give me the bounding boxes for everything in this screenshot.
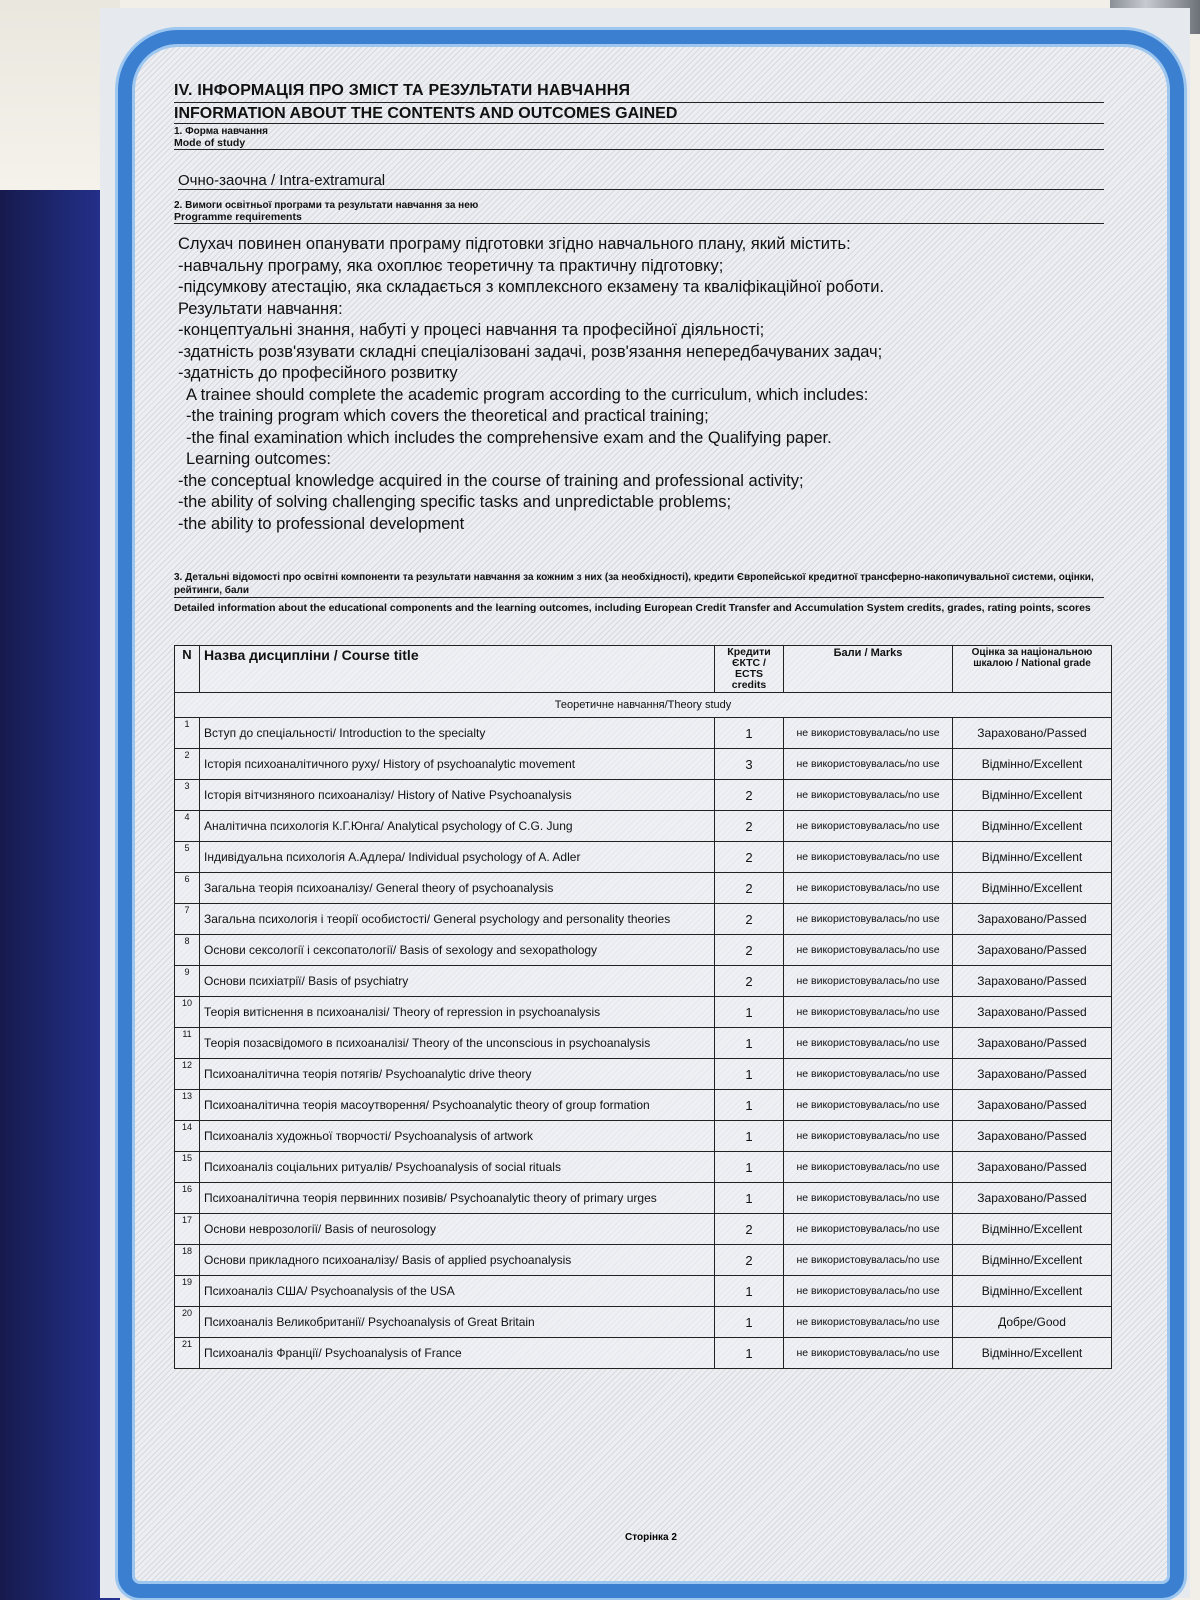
req-line: -здатність розв'язувати складні спеціалізовані задачі, розв'язання непередбачуваних задач; — [178, 342, 883, 361]
marks: не використовувалась/no use — [784, 1059, 953, 1090]
ects-credits: 1 — [715, 1307, 784, 1338]
marks: не використовувалась/no use — [784, 749, 953, 780]
req-line: -концептуальні знання, набуті у процесі навчання та професійної діяльності; — [178, 321, 765, 339]
req-line-en: -the conceptual knowledge acquired in the course of training and professional activity; — [178, 471, 804, 490]
marks: не використовувалась/no use — [784, 718, 953, 749]
table-row — [175, 1121, 1112, 1152]
course-title: Психоаналітична теорія масоутворення/ Psychoanalytic theory of group formation — [200, 1090, 715, 1121]
course-title: Основи сексології і сексопатології/ Basis of sexology and sexopathology — [200, 935, 715, 966]
req-line-en: Learning outcomes: — [186, 450, 331, 468]
document-sheet — [100, 8, 1190, 1598]
marks: не використовувалась/no use — [784, 842, 953, 873]
row-number: 7 — [175, 904, 200, 935]
ects-credits: 1 — [715, 718, 784, 749]
document-content — [174, 82, 1104, 1369]
national-grade: Відмінно/Excellent — [953, 1338, 1112, 1369]
course-title: Аналітична психологія К.Г.Юнга/ Analytical psychology of C.G. Jung — [200, 811, 715, 842]
ects-credits: 1 — [715, 1338, 784, 1369]
national-grade: Зараховано/Passed — [953, 718, 1112, 749]
table-row — [175, 749, 1112, 780]
ects-credits: 1 — [715, 1152, 784, 1183]
national-grade: Відмінно/Excellent — [953, 1214, 1112, 1245]
row-number: 5 — [175, 842, 200, 873]
course-title: Психоаналітична теорія первинних позивів/ Psychoanalytic theory of primary urges — [200, 1183, 715, 1214]
course-title: Загальна теорія психоаналізу/ General theory of psychoanalysis — [200, 873, 715, 904]
mode-value: Очно-заочна / Intra-extramural — [178, 172, 1104, 190]
national-grade: Зараховано/Passed — [953, 1152, 1112, 1183]
table-row — [175, 935, 1112, 966]
row-number: 4 — [175, 811, 200, 842]
marks: не використовувалась/no use — [784, 1338, 953, 1369]
row-number: 19 — [175, 1276, 200, 1307]
table-header-row — [175, 646, 1112, 693]
req-line: -навчальну програму, яка охоплює теоретичну та практичну підготовку; — [178, 256, 724, 275]
page-number: Сторінка 2 — [625, 1532, 677, 1543]
national-grade: Зараховано/Passed — [953, 1028, 1112, 1059]
marks: не використовувалась/no use — [784, 1028, 953, 1059]
marks: не використовувалась/no use — [784, 997, 953, 1028]
table-row — [175, 718, 1112, 749]
header-credits: Кредити ЄКТС / ECTS credits — [715, 646, 784, 693]
course-title: Психоаналіз США/ Psychoanalysis of the USA — [200, 1276, 715, 1307]
details-label-ua: 3. Детальні відомості про освітні компоненти та результати навчання за кожним з них (за необхідності), кредити Європейської кредитної трансферно-накопичувальної системи, оцінки, рейтинги, бали — [174, 571, 1104, 598]
national-grade: Зараховано/Passed — [953, 1090, 1112, 1121]
national-grade: Зараховано/Passed — [953, 1121, 1112, 1152]
marks: не використовувалась/no use — [784, 935, 953, 966]
marks: не використовувалась/no use — [784, 1152, 953, 1183]
national-grade: Відмінно/Excellent — [953, 811, 1112, 842]
course-title: Історія вітчизняного психоаналізу/ History of Native Psychoanalysis — [200, 780, 715, 811]
course-title: Основи психіатрії/ Basis of psychiatry — [200, 966, 715, 997]
national-grade: Добре/Good — [953, 1307, 1112, 1338]
national-grade: Відмінно/Excellent — [953, 1276, 1112, 1307]
course-title: Психоаналіз соціальних ритуалів/ Psychoanalysis of social rituals — [200, 1152, 715, 1183]
course-title: Основи неврозології/ Basis of neurosology — [200, 1214, 715, 1245]
ects-credits: 2 — [715, 966, 784, 997]
national-grade: Зараховано/Passed — [953, 935, 1112, 966]
req-line-en: -the training program which covers the theoretical and practical training; — [186, 407, 709, 425]
marks: не використовувалась/no use — [784, 811, 953, 842]
marks: не використовувалась/no use — [784, 1090, 953, 1121]
section-title-en: INFORMATION ABOUT THE CONTENTS AND OUTCOMES GAINED — [174, 105, 678, 122]
national-grade: Зараховано/Passed — [953, 1183, 1112, 1214]
national-grade: Відмінно/Excellent — [953, 842, 1112, 873]
ects-credits: 1 — [715, 1028, 784, 1059]
marks: не використовувалась/no use — [784, 904, 953, 935]
req-line: Слухач повинен опанувати програму підготовки згідно навчального плану, який містить: — [178, 235, 851, 253]
course-title: Індивідуальна психологія А.Адлера/ Individual psychology of A. Adler — [200, 842, 715, 873]
table-row — [175, 811, 1112, 842]
table-row — [175, 1276, 1112, 1307]
ects-credits: 2 — [715, 811, 784, 842]
marks: не використовувалась/no use — [784, 966, 953, 997]
req-line: -підсумкову атестацію, яка складається з комплексного екзамену та кваліфікаційної роботи. — [178, 278, 885, 296]
table-row — [175, 842, 1112, 873]
ects-credits: 2 — [715, 873, 784, 904]
row-number: 18 — [175, 1245, 200, 1276]
row-number: 20 — [175, 1307, 200, 1338]
table-row — [175, 904, 1112, 935]
req-line: Результати навчання: — [178, 299, 343, 318]
course-title: Теорія позасвідомого в психоаналізі/ Theory of the unconscious in psychoanalysis — [200, 1028, 715, 1059]
grades-table — [174, 645, 1112, 1369]
section-title-ua: IV. ІНФОРМАЦІЯ ПРО ЗМІСТ ТА РЕЗУЛЬТАТИ НАВЧАННЯ — [174, 82, 1104, 103]
course-title: Основи прикладного психоаналізу/ Basis of applied psychoanalysis — [200, 1245, 715, 1276]
row-number: 12 — [175, 1059, 200, 1090]
marks: не використовувалась/no use — [784, 1121, 953, 1152]
table-row — [175, 1307, 1112, 1338]
ects-credits: 3 — [715, 749, 784, 780]
row-number: 3 — [175, 780, 200, 811]
ects-credits: 1 — [715, 1183, 784, 1214]
requirements-label-ua: 2. Вимоги освітньої програми та результати навчання за нею — [174, 200, 479, 211]
table-row — [175, 966, 1112, 997]
course-title: Вступ до спеціальності/ Introduction to the specialty — [200, 718, 715, 749]
national-grade: Зараховано/Passed — [953, 1059, 1112, 1090]
national-grade: Відмінно/Excellent — [953, 873, 1112, 904]
mode-label-ua: 1. Форма навчання — [174, 126, 268, 137]
marks: не використовувалась/no use — [784, 1276, 953, 1307]
table-row — [175, 1152, 1112, 1183]
ects-credits: 2 — [715, 780, 784, 811]
row-number: 2 — [175, 749, 200, 780]
row-number: 17 — [175, 1214, 200, 1245]
header-n: N — [175, 646, 200, 693]
req-line-en: A trainee should complete the academic program according to the curriculum, which includes: — [186, 385, 869, 404]
row-number: 11 — [175, 1028, 200, 1059]
row-number: 14 — [175, 1121, 200, 1152]
row-number: 16 — [175, 1183, 200, 1214]
table-row — [175, 1214, 1112, 1245]
marks: не використовувалась/no use — [784, 1307, 953, 1338]
decorative-border-frame — [118, 30, 1184, 1598]
divider — [174, 123, 1104, 124]
row-number: 13 — [175, 1090, 200, 1121]
table-row — [175, 780, 1112, 811]
row-number: 15 — [175, 1152, 200, 1183]
ects-credits: 1 — [715, 997, 784, 1028]
header-course-title: Назва дисципліни / Course title — [200, 646, 715, 693]
row-number: 1 — [175, 718, 200, 749]
national-grade: Відмінно/Excellent — [953, 749, 1112, 780]
table-row — [175, 873, 1112, 904]
req-line-en: -the final examination which includes the comprehensive exam and the Qualifying paper. — [186, 428, 832, 447]
group-label: Теоретичне навчання/Theory study — [175, 693, 1112, 718]
req-line-en: -the ability of solving challenging specific tasks and unpredictable problems; — [178, 493, 732, 511]
ects-credits: 1 — [715, 1121, 784, 1152]
row-number: 6 — [175, 873, 200, 904]
table-row — [175, 1245, 1112, 1276]
header-national-grade: Оцінка за національною шкалою / National grade — [953, 646, 1112, 693]
ects-credits: 2 — [715, 842, 784, 873]
course-title: Теорія витіснення в психоаналізі/ Theory of repression in psychoanalysis — [200, 997, 715, 1028]
requirements-text — [174, 234, 1104, 535]
row-number: 10 — [175, 997, 200, 1028]
marks: не використовувалась/no use — [784, 873, 953, 904]
row-number: 21 — [175, 1338, 200, 1369]
national-grade: Відмінно/Excellent — [953, 1245, 1112, 1276]
ects-credits: 2 — [715, 1214, 784, 1245]
marks: не використовувалась/no use — [784, 1214, 953, 1245]
row-number: 9 — [175, 966, 200, 997]
table-row — [175, 1338, 1112, 1369]
course-title: Психоаналіз Великобританії/ Psychoanalysis of Great Britain — [200, 1307, 715, 1338]
course-title: Психоаналіз художньої творчості/ Psychoanalysis of artwork — [200, 1121, 715, 1152]
header-marks: Бали / Marks — [784, 646, 953, 693]
national-grade: Зараховано/Passed — [953, 966, 1112, 997]
ects-credits: 2 — [715, 1245, 784, 1276]
course-title: Психоаналітична теорія потягів/ Psychoanalytic drive theory — [200, 1059, 715, 1090]
requirements-label-en: Programme requirements — [174, 211, 1104, 224]
marks: не використовувалась/no use — [784, 1183, 953, 1214]
mode-label-en: Mode of study — [174, 137, 1104, 150]
ects-credits: 1 — [715, 1090, 784, 1121]
table-row — [175, 997, 1112, 1028]
group-row — [175, 693, 1112, 718]
marks: не використовувалась/no use — [784, 780, 953, 811]
req-line: -здатність до професійного розвитку — [178, 364, 458, 382]
course-title: Історія психоаналітичного руху/ History of psychoanalytic movement — [200, 749, 715, 780]
table-row — [175, 1028, 1112, 1059]
ects-credits: 2 — [715, 935, 784, 966]
table-row — [175, 1090, 1112, 1121]
course-title: Психоаналіз Франції/ Psychoanalysis of France — [200, 1338, 715, 1369]
course-title: Загальна психологія і теорії особистості/ General psychology and personality theories — [200, 904, 715, 935]
national-grade: Відмінно/Excellent — [953, 780, 1112, 811]
national-grade: Зараховано/Passed — [953, 904, 1112, 935]
table-row — [175, 1059, 1112, 1090]
req-line-en: -the ability to professional development — [178, 514, 465, 533]
details-label-en: Detailed information about the educational components and the learning outcomes, including European Credit Transfer and Accumulation System credits, grades, rating points, scores — [174, 602, 1091, 614]
ects-credits: 1 — [715, 1276, 784, 1307]
ects-credits: 2 — [715, 904, 784, 935]
national-grade: Зараховано/Passed — [953, 997, 1112, 1028]
table-row — [175, 1183, 1112, 1214]
ects-credits: 1 — [715, 1059, 784, 1090]
marks: не використовувалась/no use — [784, 1245, 953, 1276]
row-number: 8 — [175, 935, 200, 966]
